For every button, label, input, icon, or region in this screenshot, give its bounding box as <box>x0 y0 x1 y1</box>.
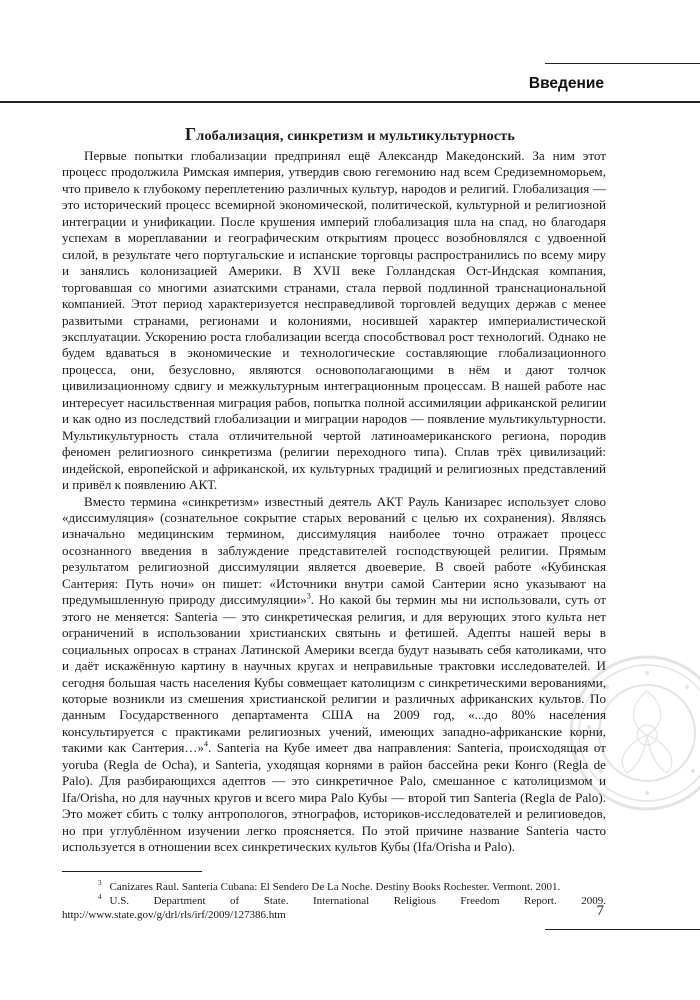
header-rule <box>0 101 700 103</box>
paragraph-2 <box>62 494 606 856</box>
footnote-ref-4[interactable]: 4 <box>204 739 209 749</box>
page-number: 7 <box>596 903 604 919</box>
footnotes <box>62 880 606 922</box>
title-rest: лобализация, синкретизм и мультикультурность <box>196 129 515 144</box>
footnote-mark: 3 <box>98 879 102 888</box>
footnote-text: Canizares Raul. Santeria Cubana: El Sendero De La Noche. Destiny Books Rochester. Vermont. 2001. <box>109 881 561 893</box>
footnote-4 <box>62 894 606 922</box>
paragraph-2-part-3: . Santeria на Кубе имеет два направления: Santeria, происходящая от yoruba (Regla de Ocha), и Santeria, уходящая корнями в район бассейна реки Конго (Regla de Palo). Для разбирающихся адептов — это синкретичное Palo, смешанное с католицизмом и Ifa/Orisha, но для научных кругов и всего мира Palo Кубы — второй тип Santeria (Regla de Palo). Это может сбить с толку антропологов, этнографов, историков-исследователей и религиоведов, но при углублённом изучении легко проясняется. По этой причине название Santeria часто используется в отношении всех синкретических культов Кубы (Ifa/Orisha и Palo). <box>62 740 606 855</box>
paragraph-1: Первые попытки глобализации предпринял ещё Александр Македонский. За ним этот процесс продолжила Римская империя, утвердив свою гегемонию над всем Средиземноморьем, что привело к глубокому переплетению различных культур, народов и религий. Глобализация — это исторический процесс всемирной экономической, политической, культурной и религиозной интеграции и унификации. После крушения империй глобализация шла на спад, но благодаря успехам в мореплавании и географическим открытиям процесс возобновлялся с удвоенной силой, в результате чего португальские и испанские торговцы распространились по всему миру и занялись колонизацией Америки. В XVII веке Голландская Ост-Индская компания, торговавшая со многими азиатскими странами, стала первой подлинной транснациональной компанией. Этот период характеризуется несправедливой торговлей ведущих держав с менее развитыми странами, регионами и колониями, носившей характер империалистической эксплуатации. Ускорению роста глобализации всегда способствовал рост технологий. Однако не будем вдаваться в экономические и технологические составляющие глобализационного процесса, они, безусловно, являются основополагающими в нём и дают толчок цивилизационному сдвигу и межкультурным интеграционным процессам. В нашей работе нас интересует насильственная миграция рабов, попытка полной ассимиляции африканской религии и как одно из последствий глобализации и миграции народов — появление мультикультурности. Мультикультурность стала отличительной чертой латиноамериканского региона, породив феномен религиозного синкретизма (религии переходного типа). Сплав трёх цивилизаций: индейской, европейской и африканской, их культурных традиций и религиозных представлений и привёл к появлению АКТ. <box>62 148 606 493</box>
footer-rule <box>545 929 700 930</box>
running-head: Введение <box>528 75 604 92</box>
footnote-3 <box>62 880 606 894</box>
seal-watermark-icon <box>567 653 700 813</box>
header-rule-top <box>545 63 700 64</box>
page-title <box>0 124 700 145</box>
paragraph-2-part-1: Вместо термина «синкретизм» известный деятель АКТ Рауль Канизарес использует слово «диссимуляция» (сознательное сокрытие старых верований с целью их сохранения). Являясь изначально медицинским термином, диссимуляция наиболее точно отражает процесс осознанного введения в заблуждение представителей господствующей религии. Прямым результатом религиозной диссимуляции является двоеверие. В своей работе «Кубинская Сантерия: Путь ночи» он пишет: «Источники внутри самой Сантерии ясно указывают на предумышленную природу диссимуляции» <box>62 493 606 608</box>
footnote-mark: 4 <box>98 893 102 902</box>
title-initial: Г <box>185 124 197 144</box>
body-text <box>62 148 606 855</box>
footnote-separator <box>62 871 202 872</box>
footnote-text[interactable]: U.S. Department of State. International Religious Freedom Report. 2009. http://www.state.gov/g/drl/rls/irf/2009/127386.htm <box>62 895 606 921</box>
footnote-ref-3[interactable]: 3 <box>306 591 311 601</box>
paragraph-2-part-2: . Но какой бы термин мы ни использовали, суть от этого не меняется: Santeria — это синкретическая религия, и для верующих этого культа нет ограничений в использовании христианских святынь и фетишей. Адепты нашей веры в социальных опросах в странах Латинской Америки всегда будут называть себя католиками, что и даёт искажённую картину в научных кругах и неправильные трактовки исследователей. И сегодня большая часть населения Кубы совмещает католицизм с синкретическими верованиями, которые возникли из смешения христианской религии и различных африканских культов. По данным Государственного департамента США на 2009 год, «...до 80% населения консультируется с практиками религиозных учений, имеющих западно-африканские корни, такими как Сантерия…» <box>62 592 606 756</box>
